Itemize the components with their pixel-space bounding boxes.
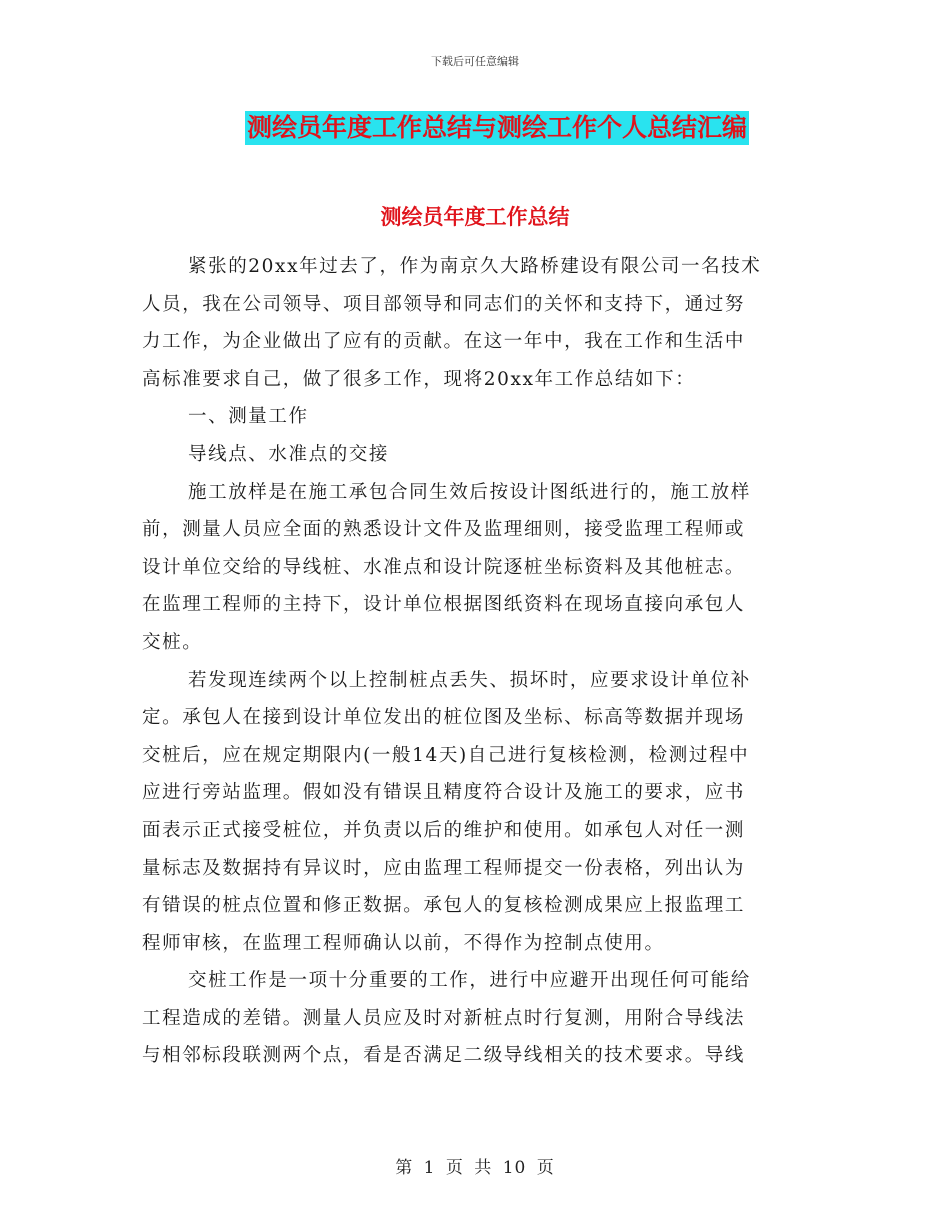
text-line: 紧张的20xx年过去了，作为南京久大路桥建设有限公司一名技术 [188,256,762,277]
text-line: 量标志及数据持有异议时，应由监理工程师提交一份表格，列出认为 [142,857,746,879]
text-line: 定。承包人在接到设计单位发出的桩位图及坐标、标高等数据并现场 [142,707,746,729]
text-line: 交桩工作是一项十分重要的工作，进行中应避开出现任何可能给 [188,970,751,992]
header-note: 下载后可任意编辑 [431,55,519,68]
text-line: 有错误的桩点位置和修正数据。承包人的复核检测成果应上报监理工 [142,895,746,917]
main-title-container [0,111,950,145]
text-line: 交桩后，应在规定期限内(一般14天)自己进行复核检测，检测过程中 [142,744,750,766]
text-line: 与相邻标段联测两个点，看是否满足二级导线相关的技术要求。导线 [142,1045,746,1067]
main-title: 测绘员年度工作总结与测绘工作个人总结汇编 [245,111,749,145]
text-line: 面表示正式接受桩位，并负责以后的维护和使用。如承包人对任一测 [142,819,746,841]
page-footer: 第 1 页 共 10 页 [395,1158,555,1178]
text-line: 在监理工程师的主持下，设计单位根据图纸资料在现场直接向承包人 [142,594,746,616]
text-line: 人员，我在公司领导、项目部领导和同志们的关怀和支持下，通过努 [142,293,746,315]
text-line: 工程造成的差错。测量人员应及时对新桩点时行复测，用附合导线法 [142,1007,746,1029]
text-line: 应进行旁站监理。假如没有错误且精度符合设计及施工的要求，应书 [142,782,746,804]
text-line: 高标准要求自己，做了很多工作，现将20xx年工作总结如下： [142,368,696,390]
text-line: 导线点、水准点的交接 [188,443,390,465]
text-line: 程师审核，在监理工程师确认以前，不得作为控制点使用。 [142,932,665,954]
text-line: 力工作，为企业做出了应有的贡献。在这一年中，我在工作和生活中 [142,331,746,353]
text-line: 施工放样是在施工承包合同生效后按设计图纸进行的，施工放样 [188,481,751,503]
body-text [142,248,812,1075]
text-line: 交桩。 [142,631,203,653]
text-line: 一、测量工作 [188,406,309,428]
text-line: 设计单位交给的导线桩、水准点和设计院逐桩坐标资料及其他桩志。 [142,556,746,578]
text-line: 若发现连续两个以上控制桩点丢失、损坏时，应要求设计单位补 [188,669,751,691]
section-title: 测绘员年度工作总结 [380,204,570,229]
text-line: 前，测量人员应全面的熟悉设计文件及监理细则，接受监理工程师或 [142,519,746,541]
